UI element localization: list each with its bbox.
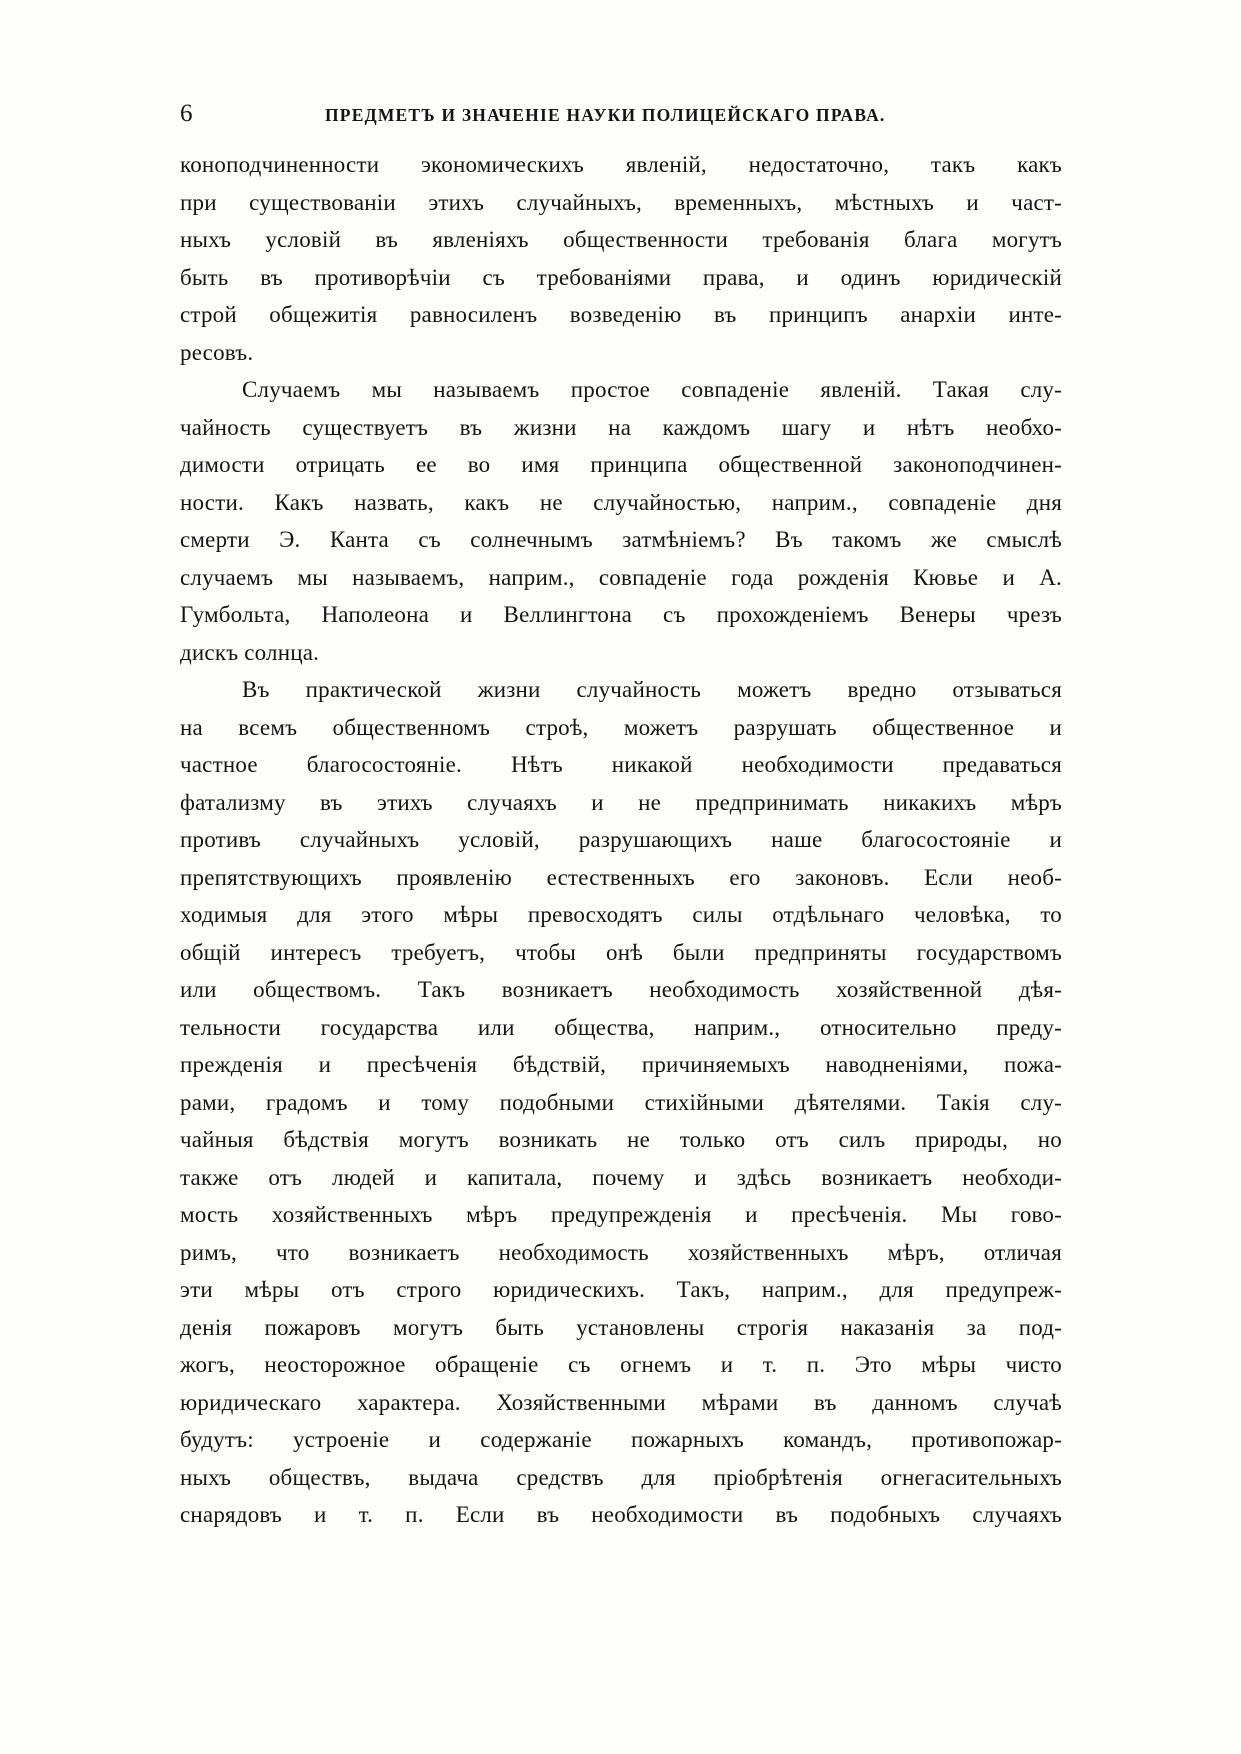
body-text [180, 146, 1062, 1534]
text-line: строй общежитія равносиленъ возведенію въ принципъ анархіи инте- [180, 302, 1062, 327]
text-line: тельности государства или общества, наприм., относительно преду- [180, 1014, 1062, 1040]
text-line: общій интересъ требуетъ, чтобы онѣ были предприняты государствомъ [180, 939, 1062, 965]
text-line: Гумбольта, Наполеона и Веллингтона съ прохожденіемъ Венеры чрезъ [180, 602, 1062, 627]
text-line: ходимыя для этого мѣры превосходятъ силы отдѣльнаго человѣка, то [180, 902, 1062, 927]
running-title: ПРЕДМЕТЪ И ЗНАЧЕНІЕ НАУКИ ПОЛИЦЕЙСКАГО ПРАВА. [325, 105, 886, 125]
text-line: противъ случайныхъ условій, разрушающихъ наше благосостояніе и [180, 827, 1062, 852]
text-line: ныхъ обществъ, выдача средствъ для пріобрѣтенія огнегасительныхъ [180, 1464, 1062, 1490]
text-line: юридическаго характера. Хозяйственными мѣрами въ данномъ случаѣ [180, 1389, 1062, 1415]
text-line: снарядовъ и т. п. Если въ необходимости въ подобныхъ случаяхъ [180, 1502, 1062, 1527]
text-line: чайныя бѣдствія могутъ возникать не только отъ силъ природы, но [180, 1127, 1062, 1152]
text-line: смерти Э. Канта съ солнечнымъ затмѣніемъ? Въ такомъ же смыслѣ [180, 527, 1062, 552]
text-line: ныхъ условій въ явленіяхъ общественности требованія блага могутъ [180, 227, 1062, 252]
text-line: также отъ людей и капитала, почему и здѣсь возникаетъ необходи- [180, 1164, 1062, 1190]
text-line: на всемъ общественномъ строѣ, можетъ разрушать общественное и [180, 714, 1062, 740]
text-line: чайность существуетъ въ жизни на каждомъ шагу и нѣтъ необхо- [180, 414, 1062, 440]
text-line: быть въ противорѣчіи съ требованіями права, и одинъ юридическій [180, 264, 1062, 290]
text-line: жогъ, неосторожное обращеніе съ огнемъ и т. п. Это мѣры чисто [180, 1352, 1062, 1377]
text-line: случаемъ мы называемъ, наприм., совпаденіе года рожденія Кювье и А. [180, 564, 1062, 590]
text-line: ности. Какъ назвать, какъ не случайностью, наприм., совпаденіе дня [180, 489, 1062, 515]
text-line: мость хозяйственныхъ мѣръ предупрежденія и пресѣченія. Мы гово- [180, 1202, 1062, 1227]
text-line: димости отрицать ее во имя принципа общественной законоподчинен- [180, 452, 1062, 477]
text-line: фатализму въ этихъ случаяхъ и не предпринимать никакихъ мѣръ [180, 789, 1062, 815]
text-line: рами, градомъ и тому подобными стихійными дѣятелями. Такія слу- [180, 1089, 1062, 1115]
text-line: препятствующихъ проявленію естественныхъ его законовъ. Если необ- [180, 864, 1062, 890]
text-line: будутъ: устроеніе и содержаніе пожарныхъ командъ, противопожар- [180, 1427, 1062, 1452]
text-line: или обществомъ. Такъ возникаетъ необходимость хозяйственной дѣя- [180, 977, 1062, 1002]
text-line: эти мѣры отъ строго юридическихъ. Такъ, наприм., для предупреж- [180, 1277, 1062, 1302]
text-line: частное благосостояніе. Нѣтъ никакой необходимости предаваться [180, 752, 1062, 777]
text-line: Случаемъ мы называемъ простое совпаденіе явленій. Такая слу- [242, 377, 1062, 402]
text-line: ресовъ. [180, 339, 254, 365]
text-line: денія пожаровъ могутъ быть установлены строгія наказанія за под- [180, 1314, 1062, 1340]
text-line: прежденія и пресѣченія бѣдствій, причиняемыхъ наводненіями, пожа- [180, 1052, 1062, 1077]
text-line: при существованіи этихъ случайныхъ, временныхъ, мѣстныхъ и част- [180, 189, 1062, 215]
text-line: конoподчиненности экономическихъ явленій, недостаточно, такъ какъ [180, 152, 1062, 177]
running-head [180, 98, 1062, 130]
text-line: римъ, что возникаетъ необходимость хозяйственныхъ мѣръ, отличая [180, 1239, 1062, 1265]
text-line: Въ практической жизни случайность можетъ вредно отзываться [242, 677, 1062, 702]
page-number: 6 [180, 100, 193, 127]
text-line: дискъ солнца. [180, 639, 320, 665]
